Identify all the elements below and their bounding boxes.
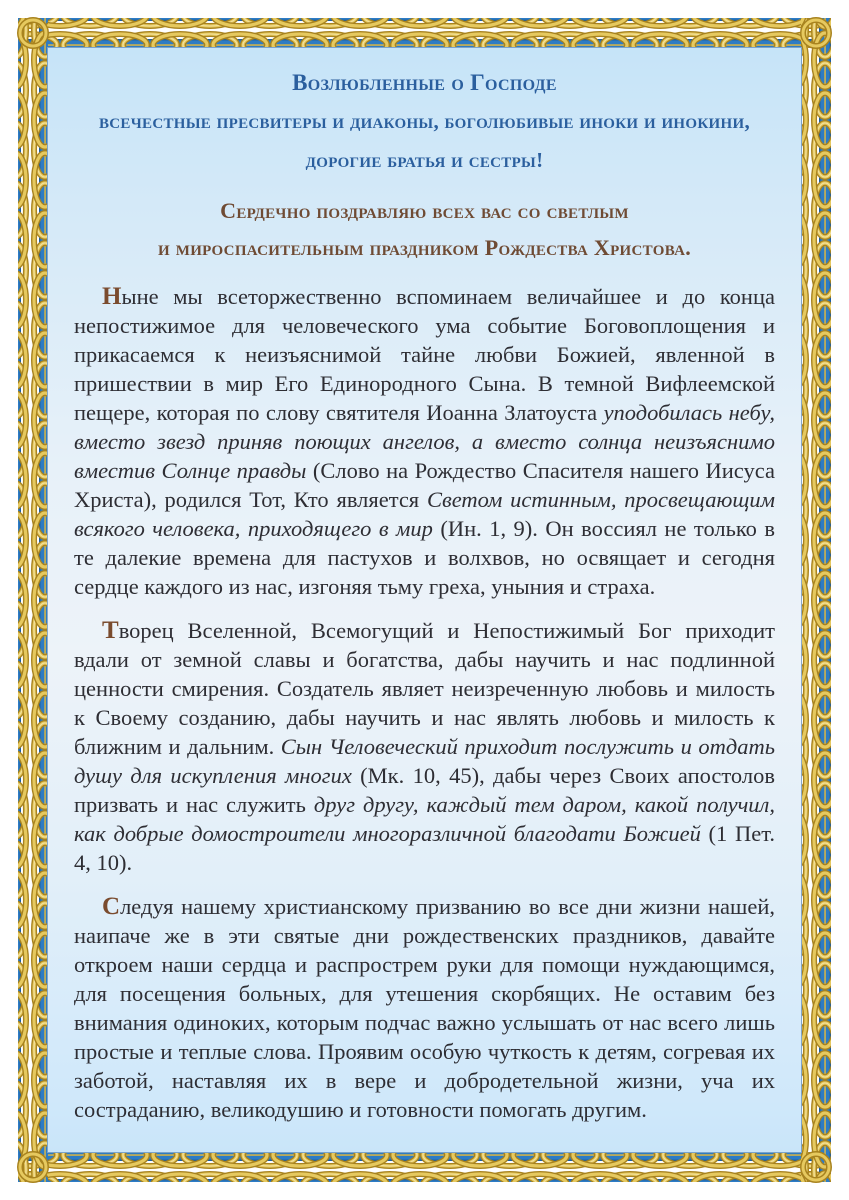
greeting-block	[74, 192, 775, 266]
paragraph-text-segment: ыне мы всеторжественно вспоминаем величайшее и до конца непостижимое для человеческого ума событие Боговоплощения и прикасаемся к неизъяснимой тайне любви Божией, явленной в пришествии в мир Его Единородного Сына. В темной Вифлеемской пещере, которая по слову святителя Иоанна Златоуста	[74, 284, 775, 425]
greeting-line-1: Сердечно поздравляю всех вас со светлым	[220, 198, 629, 223]
paragraph-text-segment: ледуя нашему христианскому призванию во все дни жизни нашей, наипаче же в эти святые дни рождественских праздников, давайте откроем наши сердца и распрострем руки для помощи нуждающимся, для посещения больных, для утешения скорбящих. Не оставим без внимания одиноких, которым подчас важно услышать от нас всего лишь простые и теплые слова. Проявим особую чуткость к детям, согревая их заботой, наставляя их в вере и добродетельной жизни, уча их состраданию, великодушию и готовности помогать другим.	[74, 894, 775, 1122]
paragraph-text-segment: (Ин. 1, 9). Он воссиял не только в те далекие времена для пастухов и волхвов, но освящает и сегодня сердце каждого из нас, изгоняя тьму греха, уныния и страха.	[74, 516, 775, 599]
paragraph-text-segment: (Слово на Рождество Спасителя нашего Иисуса Христа), родился Тот, Кто является	[74, 458, 775, 512]
letter-body	[74, 282, 775, 1124]
paragraph-initial-letter: Н	[102, 283, 122, 310]
salutation-line-2: всечестные пресвитеры и диаконы, боголюбивые иноки и инокини,	[99, 109, 750, 133]
rope-border-top	[18, 18, 831, 48]
paragraph-text-segment: уподобилась небу, вместо звезд приняв поющих ангелов, а вместо солнца неизъяснимо вместив Солнце правды	[74, 400, 776, 483]
salutation-line-3: дорогие братья и сестры!	[305, 148, 544, 172]
paragraph-text-segment: (1 Пет. 4, 10).	[74, 821, 776, 875]
paragraph-text-segment: (Мк. 10, 45), дабы через Своих апостолов призвать и нас служить	[74, 763, 775, 817]
salutation-line-1: Возлюбленные о Господе	[292, 70, 557, 95]
paragraph-initial-letter: С	[102, 893, 121, 920]
body-paragraph	[74, 892, 775, 1124]
paragraph-text-segment: Светом истинным, просвещающим всякого человека, приходящего в мир	[74, 487, 775, 541]
paragraph-initial-letter: Т	[102, 617, 119, 644]
paragraph-text-segment: ворец Вселенной, Всемогущий и Непостижимый Бог приходит вдали от земной славы и богатства, дабы научить и нас подлинной ценности смирения. Создатель являет неизреченную любовь и милость к Своему созданию, дабы научить и нас являть любовь и милость к ближним и дальним.	[74, 618, 775, 759]
rope-border-left	[18, 18, 48, 1182]
greeting-line-2: и мироспасительным праздником Рождества Христова.	[157, 235, 692, 260]
rope-border-right	[801, 18, 831, 1182]
body-paragraph	[74, 282, 775, 601]
paragraph-text-segment: друг другу, каждый тем даром, какой получил, как добрые домостроители многоразличной благодати Божией	[74, 792, 775, 846]
paragraph-text-segment: Сын Человеческий приходит послужить и отдать душу для искупления многих	[74, 734, 775, 788]
salutation-block	[74, 63, 775, 180]
rope-border-bottom	[18, 1152, 831, 1182]
body-paragraph	[74, 616, 775, 877]
letter-content	[47, 47, 802, 1139]
